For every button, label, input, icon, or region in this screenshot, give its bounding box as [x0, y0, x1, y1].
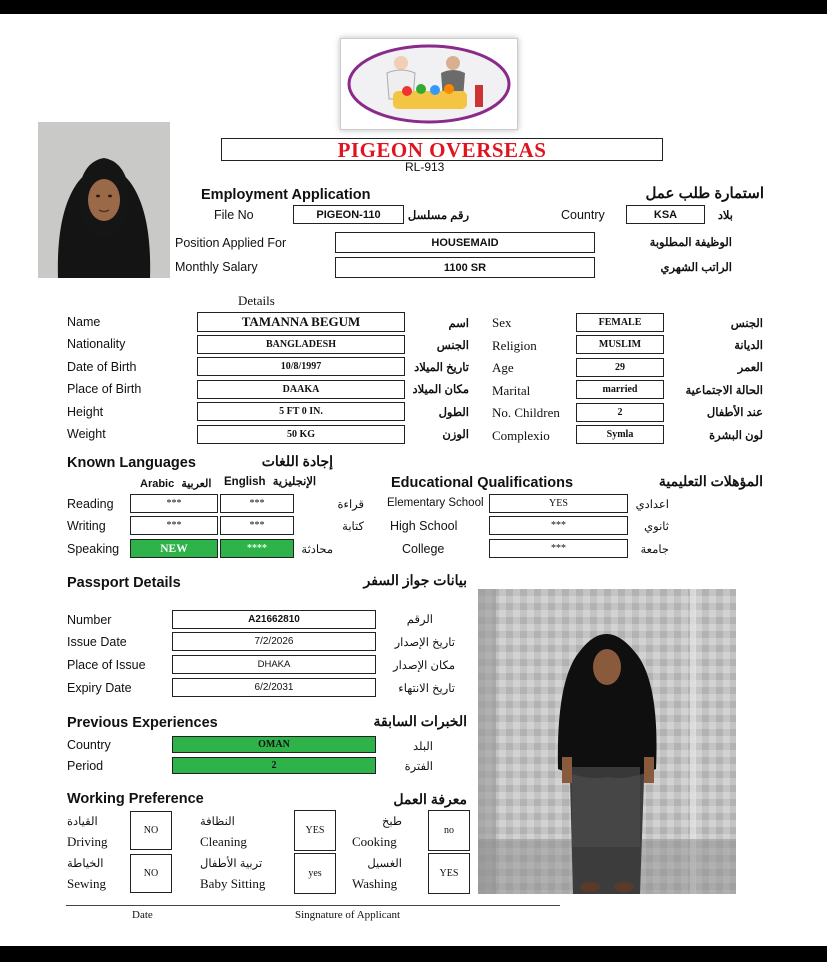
lang-speaking-ar: محادثة: [301, 544, 333, 556]
lang-speaking-label: Speaking: [67, 542, 120, 556]
passport-expiry-value: 6/2/2031: [172, 678, 376, 697]
applicant-headshot: [38, 122, 170, 278]
experience-country-label: Country: [67, 738, 111, 752]
passport-place-ar: مكان الإصدار: [393, 660, 455, 672]
detail-weight-label: Weight: [67, 427, 106, 441]
edu-college-label: College: [402, 542, 445, 556]
pref-washing-label: Washing: [352, 876, 398, 891]
detail-name-label: Name: [67, 315, 101, 329]
detail-religion-label: Religion: [492, 338, 537, 353]
passport-expiry-ar: تاريخ الانتهاء: [398, 683, 455, 695]
pref-cooking-ar: طبخ: [381, 816, 402, 828]
detail-pob-value: DAAKA: [197, 380, 405, 399]
country-value: KSA: [626, 205, 705, 224]
detail-age-ar: العمر: [737, 362, 763, 374]
detail-sex-ar: الجنس: [730, 318, 763, 330]
detail-dob-label: Date of Birth: [67, 360, 137, 374]
passport-number-label: Number: [67, 613, 112, 627]
detail-children-value: 2: [576, 403, 664, 422]
file-no-ar: رقم مسلسل: [407, 210, 469, 222]
detail-sex-label: Sex: [492, 315, 512, 330]
passport-issue-value: 7/2/2026: [172, 632, 376, 651]
detail-religion-ar: الديانة: [734, 340, 763, 352]
experience-country-value: OMAN: [172, 736, 376, 753]
detail-pob-label: Place of Birth: [67, 382, 142, 396]
detail-marital-ar: الحالة الاجتماعية: [685, 385, 763, 397]
company-name: PIGEON OVERSEAS: [337, 138, 547, 162]
pref-babysitting-value: yes: [294, 853, 336, 894]
edu-elementary-value: YES: [489, 494, 628, 513]
education-heading: Educational Qualifications: [391, 475, 574, 491]
lang-reading-arabic: ***: [130, 494, 218, 513]
signature-line: [66, 905, 560, 906]
pref-sewing-ar: الخياطة: [67, 858, 104, 870]
detail-marital-value: married: [576, 380, 664, 399]
country-label: Country: [561, 208, 605, 222]
experience-period-ar: الفترة: [404, 761, 433, 773]
detail-religion-value: MUSLIM: [576, 335, 664, 354]
detail-age-label: Age: [492, 360, 514, 375]
detail-weight-ar: الوزن: [442, 429, 469, 441]
detail-pob-ar: مكان الميلاد: [412, 384, 469, 396]
detail-children-ar: عند الأطفال: [706, 407, 763, 419]
detail-nationality-value: BANGLADESH: [197, 335, 405, 354]
lang-writing-arabic: ***: [130, 516, 218, 535]
bottom-border: [0, 946, 827, 962]
lang-col-arabic: Arabic العربية: [140, 478, 212, 490]
footer-date: Date: [132, 909, 153, 921]
languages-heading: Known Languages: [67, 455, 196, 471]
edu-college-ar: جامعة: [640, 544, 669, 556]
detail-marital-label: Marital: [492, 383, 531, 398]
position-value: HOUSEMAID: [335, 232, 595, 253]
pref-sewing-value: NO: [130, 854, 172, 893]
edu-college-value: ***: [489, 539, 628, 558]
detail-complexion-label: Complexio: [492, 428, 550, 443]
detail-age-value: 29: [576, 358, 664, 377]
applicant-full-photo: [478, 589, 736, 894]
lang-reading-ar: قراءة: [337, 499, 364, 511]
edu-elementary-label: Elementary School: [387, 497, 484, 509]
pref-sewing-label: Sewing: [67, 876, 106, 891]
passport-number-value: A21662810: [172, 610, 376, 629]
passport-place-label: Place of Issue: [67, 658, 146, 672]
experience-heading: Previous Experiences: [67, 715, 218, 731]
reference-code: RL-913: [405, 160, 445, 174]
form-title: Employment Application: [201, 187, 371, 203]
detail-name-ar: اسم: [448, 318, 469, 330]
experience-heading-ar: الخبرات السابقة: [373, 713, 467, 729]
lang-writing-english: ***: [220, 516, 294, 535]
passport-number-ar: الرقم: [406, 614, 433, 626]
file-no-label: File No: [214, 208, 254, 222]
pref-driving-label: Driving: [67, 834, 108, 849]
form-title-ar: استمارة طلب عمل: [645, 185, 764, 202]
position-ar: الوظيفة المطلوبة: [649, 237, 732, 249]
company-logo: [340, 38, 518, 130]
footer-signature: Singnature of Applicant: [295, 909, 401, 921]
experience-period-label: Period: [67, 759, 104, 773]
file-no-value: PIGEON-110: [293, 205, 404, 224]
position-label: Position Applied For: [175, 236, 287, 250]
detail-height-label: Height: [67, 405, 104, 419]
detail-dob-value: 10/8/1997: [197, 357, 405, 376]
lang-speaking-arabic: NEW: [130, 539, 218, 558]
experience-country-ar: البلد: [412, 741, 433, 753]
lang-writing-label: Writing: [67, 519, 106, 533]
pref-cooking-value: no: [428, 810, 470, 851]
lang-reading-label: Reading: [67, 497, 114, 511]
pref-cleaning-label: Cleaning: [200, 834, 247, 849]
detail-height-ar: الطول: [438, 407, 469, 419]
country-ar: بلاد: [717, 210, 733, 222]
detail-name-value: TAMANNA BEGUM: [197, 312, 405, 332]
passport-issue-label: Issue Date: [67, 635, 127, 649]
preference-heading: Working Preference: [67, 791, 204, 807]
lang-writing-ar: كتابة: [342, 521, 364, 533]
lang-col-english: English الإنجليزية: [224, 476, 317, 488]
edu-high-ar: ثانوي: [644, 521, 669, 533]
salary-value: 1100 SR: [335, 257, 595, 278]
passport-heading-ar: بيانات جواز السفر: [363, 572, 467, 588]
edu-high-value: ***: [489, 516, 628, 535]
passport-expiry-label: Expiry Date: [67, 681, 132, 695]
company-name-box: [221, 138, 663, 161]
passport-issue-ar: تاريخ الإصدار: [394, 637, 455, 649]
pref-driving-value: NO: [130, 811, 172, 850]
detail-nationality-label: Nationality: [67, 337, 126, 351]
salary-ar: الراتب الشهري: [660, 262, 732, 274]
languages-heading-ar: إجادة اللغات: [261, 453, 333, 469]
experience-period-value: 2: [172, 757, 376, 774]
pref-cleaning-value: YES: [294, 810, 336, 851]
detail-nationality-ar: الجنس: [436, 340, 469, 352]
pref-cooking-label: Cooking: [352, 834, 397, 849]
pref-babysitting-ar: تربية الأطفال: [200, 858, 263, 870]
preference-heading-ar: معرفة العمل: [393, 791, 467, 807]
education-heading-ar: المؤهلات التعليمية: [658, 473, 763, 489]
edu-high-label: High School: [390, 519, 458, 533]
detail-children-label: No. Children: [492, 405, 560, 420]
lang-reading-english: ***: [220, 494, 294, 513]
passport-heading: Passport Details: [67, 575, 181, 591]
salary-label: Monthly Salary: [175, 260, 258, 274]
detail-complexion-ar: لون البشرة: [709, 430, 763, 442]
top-border: [0, 0, 827, 14]
detail-dob-ar: تاريخ الميلاد: [414, 362, 469, 374]
pref-driving-ar: القيادة: [67, 816, 98, 828]
pref-washing-value: YES: [428, 853, 470, 894]
passport-place-value: DHAKA: [172, 655, 376, 674]
pref-washing-ar: الغسيل: [367, 858, 402, 870]
detail-complexion-value: Symla: [576, 425, 664, 444]
detail-height-value: 5 FT 0 IN.: [197, 402, 405, 421]
pref-babysitting-label: Baby Sitting: [200, 876, 266, 891]
details-heading: Details: [238, 293, 275, 308]
lang-speaking-english: ****: [220, 539, 294, 558]
detail-sex-value: FEMALE: [576, 313, 664, 332]
pref-cleaning-ar: النظافة: [200, 816, 235, 828]
edu-elementary-ar: اعدادي: [635, 499, 669, 511]
detail-weight-value: 50 KG: [197, 425, 405, 444]
